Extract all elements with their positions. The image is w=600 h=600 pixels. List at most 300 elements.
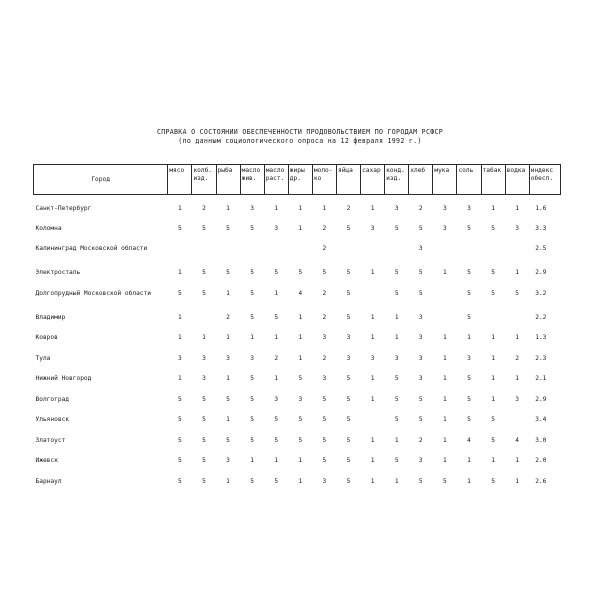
rating-cell: 5	[202, 395, 206, 403]
rating-cell: 2	[322, 289, 327, 297]
rating-cell	[361, 245, 385, 269]
rating-cell: 1	[177, 313, 182, 321]
rating-cell: 3	[370, 224, 375, 232]
rating-cell: 3	[250, 354, 254, 362]
rating-cell: 5	[226, 224, 230, 232]
rating-cell: 3	[250, 205, 254, 212]
rating-cell: 5	[418, 477, 423, 485]
city-name-cell: Ковров	[35, 334, 58, 341]
rating-cell: 5	[298, 375, 303, 382]
rating-cell: 1	[370, 334, 375, 341]
rating-cell: 3	[346, 354, 351, 362]
column-header-text: мясо	[169, 167, 185, 174]
rating-cell: 3	[418, 334, 423, 341]
rating-cell: 5	[298, 436, 303, 444]
rating-cell: 5	[322, 416, 327, 423]
rating-cell	[192, 314, 216, 335]
city-name-cell: Тула	[35, 354, 51, 362]
rating-cell: 1	[443, 436, 447, 444]
rating-cell: 5	[418, 289, 423, 297]
rating-cell: 5	[394, 457, 399, 464]
rating-cell: 3	[515, 224, 520, 232]
rating-cell: 4	[298, 289, 303, 297]
rating-cell: 1	[177, 334, 182, 341]
column-header-text: моло-	[313, 167, 333, 174]
rating-cell: 1	[322, 205, 327, 212]
column-header-text: раст.	[265, 175, 285, 182]
rating-cell	[481, 314, 505, 335]
provision-index-cell: 2.6	[535, 477, 547, 485]
rating-cell: 5	[177, 477, 182, 485]
rating-cell: 2	[322, 354, 327, 362]
rating-cell: 5	[394, 375, 399, 382]
column-header-text: жиры	[289, 167, 305, 174]
rating-cell: 1	[491, 334, 495, 341]
column-header	[264, 165, 288, 195]
rating-cell: 3	[322, 477, 327, 485]
rating-cell: 1	[274, 205, 279, 212]
rating-cell: 1	[250, 334, 254, 341]
table-row	[34, 269, 561, 290]
rating-cell: 5	[274, 436, 279, 444]
rating-cell: 1	[298, 457, 303, 464]
rating-cell: 5	[418, 269, 423, 276]
rating-cell	[505, 416, 529, 437]
rating-cell: 5	[322, 269, 327, 276]
rating-cell: 5	[202, 457, 206, 464]
column-header	[240, 165, 264, 195]
rating-cell: 5	[394, 269, 399, 276]
rating-cell	[433, 290, 457, 314]
rating-cell: 1	[298, 224, 303, 232]
city-name-cell: Волгоград	[35, 395, 70, 403]
rating-cell: 2	[322, 224, 327, 232]
rating-cell: 2	[322, 313, 327, 321]
rating-cell	[481, 245, 505, 269]
column-header	[481, 165, 505, 195]
rating-cell: 1	[177, 375, 182, 382]
table-row	[34, 478, 561, 499]
rating-cell: 1	[177, 269, 182, 276]
column-header-text: жив.	[241, 175, 257, 182]
table-body	[34, 195, 561, 499]
table-row	[34, 437, 561, 458]
rating-cell: 3	[274, 224, 279, 232]
rating-cell: 3	[515, 395, 520, 403]
rating-cell: 5	[202, 436, 206, 444]
rating-cell: 5	[250, 313, 254, 321]
column-header-text: водка	[506, 167, 526, 174]
provision-table-container	[33, 164, 561, 498]
rating-cell: 1	[370, 477, 375, 485]
column-header	[505, 165, 529, 195]
city-name-cell: Барнаул	[35, 477, 62, 485]
rating-cell: 5	[467, 313, 471, 321]
rating-cell: 5	[346, 375, 351, 382]
rating-cell: 5	[467, 416, 471, 423]
column-header-text: изд.	[193, 175, 209, 182]
column-header	[409, 165, 433, 195]
rating-cell: 1	[443, 269, 447, 276]
provision-table	[33, 164, 561, 498]
rating-cell: 5	[298, 269, 303, 276]
rating-cell: 1	[394, 436, 399, 444]
rating-cell: 3	[322, 334, 327, 341]
rating-cell: 1	[515, 334, 520, 341]
table-row	[34, 245, 561, 269]
rating-cell: 5	[491, 269, 495, 276]
rating-cell: 5	[250, 395, 254, 403]
rating-cell: 1	[274, 457, 279, 464]
rating-cell	[505, 314, 529, 335]
rating-cell: 5	[226, 436, 230, 444]
rating-cell	[361, 416, 385, 437]
column-header	[288, 165, 312, 195]
column-header	[192, 165, 216, 195]
rating-cell	[288, 245, 312, 269]
rating-cell: 5	[177, 395, 182, 403]
rating-cell	[168, 245, 192, 269]
rating-cell: 4	[467, 436, 471, 444]
column-header	[385, 165, 409, 195]
rating-cell: 1	[370, 436, 375, 444]
rating-cell: 3	[443, 205, 447, 212]
city-name-cell: Владимир	[35, 313, 66, 321]
rating-cell: 3	[322, 375, 327, 382]
rating-cell: 1	[177, 205, 182, 212]
rating-cell: 1	[226, 375, 230, 382]
rating-cell: 1	[226, 205, 230, 212]
table-row	[34, 225, 561, 246]
provision-index-cell: 3.2	[535, 289, 547, 297]
rating-cell: 5	[346, 224, 351, 232]
rating-cell: 5	[467, 269, 471, 276]
rating-cell: 5	[226, 269, 230, 276]
rating-cell: 1	[515, 269, 520, 276]
column-header-city	[34, 165, 168, 195]
rating-cell: 1	[298, 354, 303, 362]
rating-cell: 5	[346, 416, 351, 423]
rating-cell: 1	[467, 457, 471, 464]
rating-cell: 5	[250, 269, 254, 276]
column-header-text: конд.	[386, 167, 405, 174]
rating-cell: 5	[202, 416, 206, 423]
rating-cell: 3	[346, 334, 351, 341]
rating-cell: 1	[491, 375, 495, 382]
rating-cell: 1	[274, 334, 279, 341]
column-header-text: сахар	[362, 167, 381, 174]
table-row	[34, 355, 561, 376]
rating-cell: 1	[370, 205, 375, 212]
provision-index-cell: 2.5	[535, 245, 547, 252]
provision-index-cell: 2.0	[535, 457, 547, 464]
rating-cell: 5	[418, 224, 423, 232]
column-header-text: мука	[434, 167, 450, 174]
column-header-text: изд.	[386, 175, 402, 182]
table-row	[34, 334, 561, 355]
provision-index-cell: 2.9	[535, 395, 547, 403]
rating-cell: 1	[226, 477, 230, 485]
rating-cell: 1	[202, 334, 206, 341]
rating-cell: 1	[274, 289, 279, 297]
city-name-cell: Электросталь	[35, 269, 81, 276]
rating-cell: 5	[418, 395, 423, 403]
rating-cell: 1	[443, 375, 447, 382]
table-row	[34, 195, 561, 225]
column-header-text: обесп.	[530, 175, 554, 182]
column-header-text: др.	[289, 175, 301, 182]
rating-cell: 1	[491, 354, 495, 362]
rating-cell: 3	[202, 354, 206, 362]
rating-cell: 1	[370, 395, 375, 403]
rating-cell: 5	[467, 224, 471, 232]
rating-cell: 3	[394, 205, 399, 212]
rating-cell	[385, 245, 409, 269]
rating-cell: 5	[346, 269, 351, 276]
column-header	[312, 165, 336, 195]
city-name-cell: Калининград Московской области	[35, 245, 148, 252]
rating-cell: 3	[298, 395, 303, 403]
column-header-text: хлеб	[410, 167, 426, 174]
column-header	[216, 165, 240, 195]
column-header-text: табак	[482, 167, 502, 174]
rating-cell: 5	[177, 289, 182, 297]
provision-index-cell: 2.3	[535, 354, 547, 362]
rating-cell: 1	[443, 334, 447, 341]
rating-cell	[216, 245, 240, 269]
city-name-cell: Ижевск	[35, 457, 58, 464]
rating-cell: 1	[491, 395, 495, 403]
rating-cell: 5	[177, 457, 182, 464]
rating-cell: 2	[226, 313, 230, 321]
rating-cell: 5	[491, 436, 495, 444]
rating-cell: 1	[443, 395, 447, 403]
rating-cell: 5	[177, 416, 182, 423]
rating-cell: 1	[443, 354, 447, 362]
column-header-text: масло	[241, 167, 261, 174]
provision-index-cell: 3.4	[535, 416, 547, 423]
rating-cell: 3	[370, 354, 375, 362]
table-header-row	[34, 165, 561, 195]
rating-cell: 5	[250, 436, 254, 444]
rating-cell: 5	[394, 395, 399, 403]
rating-cell: 3	[418, 313, 423, 321]
rating-cell: 5	[274, 313, 279, 321]
rating-cell: 5	[250, 224, 254, 232]
rating-cell: 5	[250, 375, 254, 382]
rating-cell: 3	[418, 457, 423, 464]
rating-cell	[240, 245, 264, 269]
column-header	[529, 165, 560, 195]
rating-cell: 3	[418, 375, 423, 382]
provision-index-cell: 2.2	[535, 313, 547, 321]
provision-index-cell: 2.1	[535, 375, 547, 382]
rating-cell: 2	[274, 354, 279, 362]
city-name-cell: Санкт-Петербург	[35, 205, 92, 212]
rating-cell: 5	[322, 436, 327, 444]
rating-cell	[433, 245, 457, 269]
rating-cell: 5	[394, 289, 399, 297]
rating-cell	[505, 245, 529, 269]
table-row	[34, 457, 561, 478]
rating-cell: 1	[274, 375, 279, 382]
rating-cell: 5	[346, 313, 351, 321]
rating-cell: 5	[491, 416, 495, 423]
table-row	[34, 290, 561, 314]
rating-cell: 5	[394, 416, 399, 423]
rating-cell: 4	[515, 436, 520, 444]
rating-cell: 1	[467, 477, 471, 485]
column-header-text: соль	[458, 167, 474, 174]
rating-cell: 1	[370, 375, 375, 382]
rating-cell: 1	[394, 477, 399, 485]
rating-cell: 5	[467, 375, 471, 382]
column-header	[168, 165, 192, 195]
rating-cell: 1	[443, 457, 447, 464]
column-header-text: Город	[91, 175, 110, 183]
provision-index-cell: 3.0	[535, 436, 547, 444]
rating-cell: 5	[202, 477, 206, 485]
column-header-text: яйца	[337, 167, 353, 174]
city-name-cell: Долгопрудный Московской области	[35, 289, 151, 297]
column-header	[361, 165, 385, 195]
rating-cell	[433, 314, 457, 335]
rating-cell: 5	[418, 416, 423, 423]
rating-cell: 5	[394, 224, 399, 232]
rating-cell: 1	[491, 205, 495, 212]
rating-cell: 2	[418, 205, 423, 212]
rating-cell: 3	[467, 354, 471, 362]
rating-cell: 1	[515, 457, 520, 464]
rating-cell: 1	[298, 477, 303, 485]
rating-cell: 3	[418, 354, 423, 362]
rating-cell: 5	[177, 436, 182, 444]
rating-cell: 1	[394, 313, 399, 321]
rating-cell: 5	[346, 457, 351, 464]
column-header-text: масло	[265, 167, 285, 174]
rating-cell: 1	[298, 313, 303, 321]
rating-cell: 5	[274, 416, 279, 423]
rating-cell: 1	[370, 457, 375, 464]
rating-cell: 5	[250, 477, 254, 485]
city-name-cell: Коломна	[35, 224, 62, 232]
rating-cell: 5	[322, 395, 327, 403]
document-title	[0, 128, 600, 145]
rating-cell: 5	[226, 395, 230, 403]
rating-cell: 1	[370, 269, 375, 276]
rating-cell: 2	[202, 205, 206, 212]
rating-cell: 2	[515, 354, 520, 362]
rating-cell: 1	[370, 313, 375, 321]
rating-cell	[192, 245, 216, 269]
rating-cell: 5	[177, 224, 182, 232]
rating-cell: 3	[394, 354, 399, 362]
provision-index-cell: 1.3	[535, 334, 547, 341]
column-header-text: колб.	[193, 167, 213, 174]
rating-cell: 1	[298, 334, 303, 341]
rating-cell: 5	[346, 395, 351, 403]
rating-cell: 2	[322, 245, 327, 252]
column-header	[457, 165, 481, 195]
rating-cell: 5	[346, 289, 351, 297]
rating-cell: 1	[491, 457, 495, 464]
rating-cell: 2	[418, 436, 423, 444]
rating-cell: 5	[202, 289, 206, 297]
rating-cell: 3	[202, 375, 206, 382]
rating-cell: 1	[226, 289, 230, 297]
rating-cell: 2	[346, 205, 351, 212]
rating-cell: 5	[346, 477, 351, 485]
rating-cell: 5	[346, 436, 351, 444]
rating-cell: 5	[298, 416, 303, 423]
column-header	[433, 165, 457, 195]
rating-cell: 3	[177, 354, 182, 362]
table-row	[34, 375, 561, 396]
rating-cell: 3	[467, 205, 471, 212]
rating-cell: 1	[467, 334, 471, 341]
rating-cell: 3	[443, 224, 447, 232]
table-row	[34, 396, 561, 417]
rating-cell: 5	[515, 289, 520, 297]
provision-index-cell: 1.6	[535, 205, 547, 212]
rating-cell: 1	[515, 205, 520, 212]
rating-cell: 5	[274, 269, 279, 276]
rating-cell: 3	[226, 354, 230, 362]
rating-cell: 1	[226, 416, 230, 423]
rating-cell: 1	[515, 477, 520, 485]
rating-cell	[361, 290, 385, 314]
column-header-text: индекс	[530, 167, 554, 174]
provision-index-cell: 2.9	[535, 269, 547, 276]
title-line-2: (по данным социологического опроса на 12 февраля 1992 г.)	[178, 136, 422, 145]
provision-index-cell: 3.3	[535, 224, 547, 232]
rating-cell: 5	[250, 289, 254, 297]
rating-cell: 5	[443, 477, 447, 485]
rating-cell: 5	[274, 477, 279, 485]
rating-cell	[457, 245, 481, 269]
rating-cell: 5	[322, 457, 327, 464]
rating-cell: 1	[394, 334, 399, 341]
rating-cell: 5	[202, 224, 206, 232]
rating-cell: 5	[467, 289, 471, 297]
rating-cell: 1	[226, 334, 230, 341]
rating-cell: 5	[467, 395, 471, 403]
title-line-1: СПРАВКА О СОСТОЯНИИ ОБЕСПЕЧЕННОСТИ ПРОДОВОЛЬСТВИЕМ ПО ГОРОДАМ РСФСР	[156, 128, 444, 136]
rating-cell: 5	[202, 269, 206, 276]
rating-cell: 5	[491, 477, 495, 485]
table-row	[34, 416, 561, 437]
rating-cell: 5	[491, 224, 495, 232]
city-name-cell: Ульяновск	[35, 416, 70, 423]
column-header	[336, 165, 360, 195]
rating-cell: 5	[491, 289, 495, 297]
rating-cell	[264, 245, 288, 269]
rating-cell: 5	[250, 416, 254, 423]
rating-cell: 3	[274, 395, 279, 403]
rating-cell: 1	[250, 457, 254, 464]
city-name-cell: Нижний Новгород	[35, 375, 92, 382]
rating-cell	[336, 245, 360, 269]
city-name-cell: Златоуст	[35, 436, 66, 444]
rating-cell: 1	[443, 416, 447, 423]
rating-cell: 3	[418, 245, 423, 252]
table-row	[34, 314, 561, 335]
rating-cell: 1	[298, 205, 303, 212]
column-header-text: ко	[313, 175, 322, 182]
rating-cell: 3	[226, 457, 230, 464]
rating-cell: 1	[515, 375, 520, 382]
column-header-text: рыба	[217, 167, 233, 174]
